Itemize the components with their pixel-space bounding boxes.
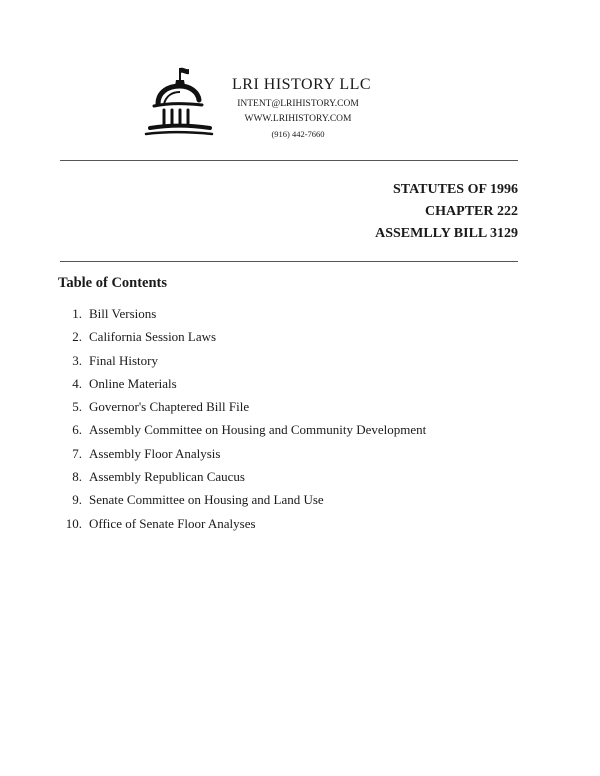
toc-item-number: 3.	[72, 352, 82, 368]
toc-item	[58, 329, 426, 352]
toc-item-number: 5.	[72, 399, 82, 415]
toc-item-number: 6.	[72, 422, 82, 438]
toc-item	[58, 399, 426, 422]
toc-item-label: Senate Committee on Housing and Land Use	[89, 492, 324, 508]
top-divider	[60, 160, 518, 161]
toc-item-label: Assembly Republican Caucus	[89, 469, 245, 485]
toc-item	[58, 492, 426, 515]
toc-item	[58, 469, 426, 492]
org-phone: (916) 442-7660	[271, 129, 325, 139]
toc-list	[58, 306, 426, 539]
statute-bill: ASSEMLLY BILL 3129	[375, 226, 518, 241]
org-website: WWW.LRIHISTORY.COM	[244, 114, 352, 124]
toc-item-number: 10.	[65, 515, 82, 531]
toc-item-number: 8.	[72, 469, 82, 485]
toc-item-label: Assembly Committee on Housing and Community Development	[89, 422, 427, 438]
toc-item-number: 1.	[72, 306, 82, 321]
toc-heading: Table of Contents	[58, 275, 168, 291]
statute-year: STATUTES OF 1996	[393, 182, 518, 197]
toc-item	[58, 306, 426, 329]
statute-chapter: CHAPTER 222	[425, 204, 518, 219]
org-email: INTENT@LRIHISTORY.COM	[237, 99, 359, 109]
bottom-divider	[60, 261, 518, 262]
org-name: LRI HISTORY LLC	[232, 76, 372, 93]
capitol-dome-icon	[144, 64, 214, 140]
toc-item-label: Online Materials	[89, 375, 177, 391]
toc-item-label: Assembly Floor Analysis	[89, 445, 221, 461]
toc-item-label: California Session Laws	[89, 329, 217, 345]
toc-item	[58, 446, 426, 469]
toc-item-label: Office of Senate Floor Analyses	[89, 515, 256, 531]
toc-item-number: 7.	[72, 445, 82, 461]
toc-item	[58, 353, 426, 376]
toc-item	[58, 376, 426, 399]
toc-item-number: 9.	[72, 492, 82, 508]
toc-item-number: 4.	[72, 375, 82, 391]
toc-item	[58, 516, 426, 539]
toc-item-label: Bill Versions	[89, 306, 157, 321]
toc-item-number: 2.	[72, 329, 82, 345]
toc-item-label: Final History	[89, 352, 158, 368]
toc-item	[58, 422, 426, 445]
toc-item-label: Governor's Chaptered Bill File	[89, 399, 250, 415]
